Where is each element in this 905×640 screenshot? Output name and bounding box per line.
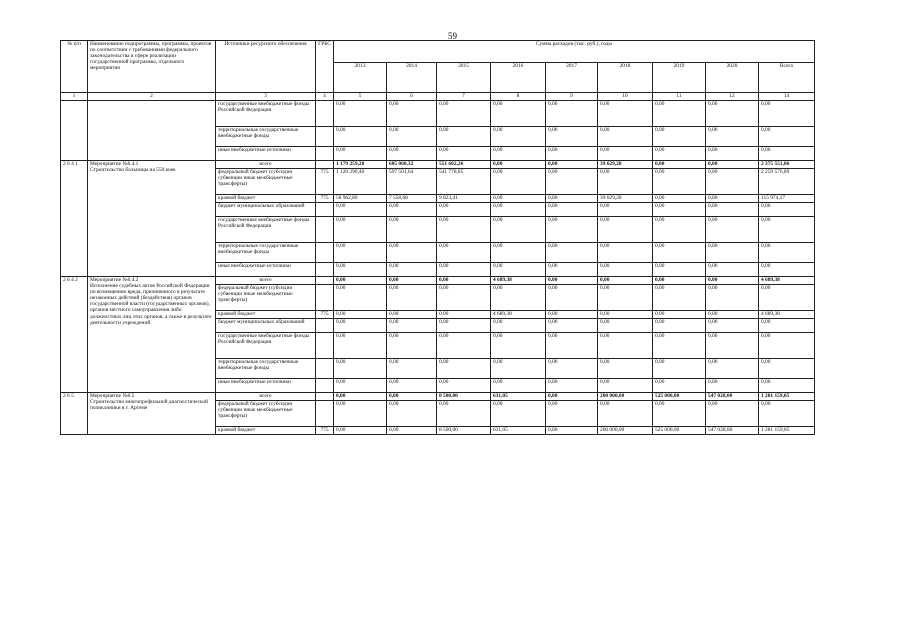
value-cell: 0,00 — [598, 333, 653, 359]
source-cell: всего — [216, 161, 316, 169]
value-cell: 0,00 — [334, 379, 387, 393]
value-cell: 0,00 — [706, 243, 759, 263]
grbs-cell — [316, 263, 334, 277]
value-cell: 0,00 — [759, 401, 815, 427]
value-cell: 0,00 — [546, 203, 598, 217]
value-cell: 0,00 — [437, 147, 491, 161]
value-cell: 0,00 — [546, 311, 598, 319]
value-cell: 0,00 — [653, 147, 706, 161]
value-cell: 0,00 — [334, 147, 387, 161]
value-cell: 0,00 — [491, 195, 546, 203]
grbs-cell — [316, 243, 334, 263]
value-cell: 0,00 — [653, 101, 706, 127]
source-cell: федеральный бюджет (субсидии субвенции иные межбюджетные трансферты) — [216, 169, 316, 195]
value-cell: 58 962,80 — [334, 195, 387, 203]
source-cell: федеральный бюджет (субсидии субвенции иные межбюджетные трансферты) — [216, 401, 316, 427]
value-cell: 0,00 — [759, 359, 815, 379]
grbs-cell — [316, 203, 334, 217]
value-cell: 0,00 — [334, 285, 387, 311]
value-cell: 0,00 — [334, 243, 387, 263]
value-cell: 0,00 — [387, 127, 437, 147]
value-cell: 0,00 — [491, 169, 546, 195]
source-cell: территориальные государственные внебюджетные фонды — [216, 359, 316, 379]
column-number: 10 — [598, 93, 653, 101]
value-cell: 0,00 — [387, 379, 437, 393]
column-number: 7 — [437, 93, 491, 101]
column-number: 2 — [88, 93, 216, 101]
source-cell: территориальные государственные внебюджетные фонды — [216, 127, 316, 147]
value-cell: 200 000,00 — [598, 427, 653, 435]
grbs-cell — [316, 379, 334, 393]
column-number: 8 — [491, 93, 546, 101]
value-cell: 0,00 — [706, 127, 759, 147]
value-cell: 597 501,64 — [387, 169, 437, 195]
year-header: 2020 — [706, 63, 759, 93]
value-cell: 0,00 — [546, 379, 598, 393]
year-header: 2018 — [598, 63, 653, 93]
value-cell: 0,00 — [598, 127, 653, 147]
value-cell: 1 281 159,05 — [759, 427, 815, 435]
expenditure-table — [60, 40, 815, 435]
value-cell: 547 028,00 — [706, 393, 759, 401]
source-cell: федеральный бюджет (субсидии субвенции иные межбюджетные трансферты) — [216, 285, 316, 311]
value-cell: 0,00 — [334, 359, 387, 379]
value-cell: 0,00 — [387, 147, 437, 161]
value-cell: 4 689,38 — [759, 277, 815, 285]
value-cell: 0,00 — [706, 333, 759, 359]
year-header: 2015 — [437, 63, 491, 93]
value-cell: 200 000,00 — [598, 393, 653, 401]
value-cell: 0,00 — [334, 203, 387, 217]
value-cell: 0,00 — [387, 277, 437, 285]
source-cell: территориальные государственные внебюджетные фонды — [216, 243, 316, 263]
value-cell: 0,00 — [491, 203, 546, 217]
value-cell: 0,00 — [437, 379, 491, 393]
column-number: 12 — [706, 93, 759, 101]
measure-name — [88, 161, 216, 277]
value-cell: 0,00 — [653, 333, 706, 359]
value-cell: 0,00 — [387, 203, 437, 217]
column-number: 6 — [387, 93, 437, 101]
value-cell: 39 629,28 — [598, 161, 653, 169]
value-cell: 0,00 — [387, 359, 437, 379]
source-cell: государственные внебюджетные фонды Российской Федерации — [216, 101, 316, 127]
source-cell: краевой бюджет — [216, 427, 316, 435]
value-cell: 0,00 — [491, 243, 546, 263]
value-cell: 0,00 — [653, 379, 706, 393]
value-cell: 0,00 — [546, 195, 598, 203]
value-cell: 0,00 — [759, 263, 815, 277]
grbs-cell — [316, 101, 334, 127]
value-cell: 4 689,38 — [491, 311, 546, 319]
table-row — [61, 393, 815, 401]
source-cell: краевой бюджет — [216, 311, 316, 319]
value-cell: 0,00 — [598, 285, 653, 311]
value-cell: 2 259 576,89 — [759, 169, 815, 195]
value-cell: 4 689,38 — [491, 277, 546, 285]
grbs-cell — [316, 277, 334, 285]
value-cell: 0,00 — [546, 169, 598, 195]
value-cell: 1 179 259,20 — [334, 161, 387, 169]
value-cell: 0,00 — [437, 203, 491, 217]
year-header: 2016 — [491, 63, 546, 93]
value-cell: 0,00 — [706, 101, 759, 127]
value-cell: 0,00 — [706, 169, 759, 195]
column-number: 14 — [759, 93, 815, 101]
grbs-cell — [316, 147, 334, 161]
value-cell: 0,00 — [546, 359, 598, 379]
grbs-cell: 775 — [316, 427, 334, 435]
value-cell: 0,00 — [437, 319, 491, 333]
value-cell: 0,00 — [653, 401, 706, 427]
value-cell: 541 778,85 — [437, 169, 491, 195]
header-grbs: ГРБС — [316, 41, 334, 93]
value-cell: 8 500,00 — [437, 427, 491, 435]
value-cell: 0,00 — [598, 379, 653, 393]
value-cell: 0,00 — [437, 311, 491, 319]
value-cell: 0,00 — [598, 203, 653, 217]
value-cell: 2 375 551,06 — [759, 161, 815, 169]
value-cell: 0,00 — [387, 393, 437, 401]
value-cell: 0,00 — [491, 161, 546, 169]
value-cell: 0,00 — [491, 319, 546, 333]
value-cell: 0,00 — [598, 277, 653, 285]
year-header: 2019 — [653, 63, 706, 93]
value-cell: 0,00 — [546, 333, 598, 359]
value-cell: 0,00 — [491, 359, 546, 379]
value-cell: 0,00 — [491, 263, 546, 277]
measure-title: Мероприятие №6.4.2 — [90, 277, 139, 283]
value-cell: 0,00 — [334, 101, 387, 127]
source-cell: государственные внебюджетные фонды Российской Федерации — [216, 217, 316, 243]
value-cell: 0,00 — [598, 263, 653, 277]
value-cell: 0,00 — [546, 285, 598, 311]
value-cell: 0,00 — [653, 161, 706, 169]
value-cell: 0,00 — [598, 311, 653, 319]
value-cell: 0,00 — [546, 147, 598, 161]
column-number: 5 — [334, 93, 387, 101]
value-cell: 7 558,68 — [387, 195, 437, 203]
measure-number: 2 6 4 2 — [61, 277, 88, 393]
value-cell: 0,00 — [546, 101, 598, 127]
value-cell: 0,00 — [437, 277, 491, 285]
value-cell: 551 602,26 — [437, 161, 491, 169]
value-cell: 0,00 — [546, 427, 598, 435]
grbs-cell — [316, 285, 334, 311]
value-cell: 0,00 — [387, 319, 437, 333]
value-cell: 0,00 — [546, 263, 598, 277]
value-cell: 0,00 — [334, 127, 387, 147]
value-cell: 0,00 — [437, 101, 491, 127]
grbs-cell — [316, 161, 334, 169]
value-cell: 0,00 — [653, 169, 706, 195]
value-cell: 0,00 — [653, 217, 706, 243]
value-cell: 0,00 — [706, 203, 759, 217]
table-row — [61, 161, 815, 169]
value-cell: 0,00 — [759, 285, 815, 311]
value-cell: 0,00 — [546, 127, 598, 147]
value-cell: 525 000,00 — [653, 393, 706, 401]
num-cell — [61, 101, 88, 161]
value-cell: 0,00 — [759, 379, 815, 393]
value-cell: 0,00 — [706, 217, 759, 243]
grbs-cell — [316, 319, 334, 333]
column-number: 9 — [546, 93, 598, 101]
value-cell: 0,00 — [387, 101, 437, 127]
value-cell: 0,00 — [334, 319, 387, 333]
measure-description: Исполнение судебных актов Российской Федерации по возмещению вреда, причиненного в результате незаконных действий (бездействия) органов государственной власти (государственных органов), органов местного самоуправления либо должностных лиц этих органов, а также в результате деятельности учреждений — [90, 283, 212, 326]
value-cell: 0,00 — [491, 217, 546, 243]
value-cell: 0,00 — [653, 319, 706, 333]
value-cell: 0,00 — [387, 311, 437, 319]
value-cell: 0,00 — [759, 217, 815, 243]
value-cell: 547 028,00 — [706, 427, 759, 435]
source-cell: бюджет муниципальных образований — [216, 203, 316, 217]
source-cell: иные внебюджетные источники — [216, 263, 316, 277]
value-cell: 0,00 — [598, 147, 653, 161]
header-sum: Сумма расходов (тыс. руб.), годы — [334, 41, 815, 63]
value-cell: 0,00 — [387, 333, 437, 359]
value-cell: 0,00 — [491, 285, 546, 311]
value-cell: 0,00 — [437, 401, 491, 427]
value-cell: 0,00 — [387, 401, 437, 427]
value-cell: 0,00 — [437, 243, 491, 263]
table-row — [61, 101, 815, 127]
page-number: 59 — [448, 31, 457, 41]
value-cell: 9 823,41 — [437, 195, 491, 203]
value-cell: 0,00 — [598, 101, 653, 127]
value-cell: 1 120 296,40 — [334, 169, 387, 195]
source-cell: краевой бюджет — [216, 195, 316, 203]
value-cell: 0,00 — [598, 169, 653, 195]
value-cell: 0,00 — [546, 319, 598, 333]
value-cell: 0,00 — [387, 427, 437, 435]
value-cell: 0,00 — [653, 263, 706, 277]
value-cell: 0,00 — [598, 217, 653, 243]
measure-name — [88, 277, 216, 393]
value-cell: 0,00 — [546, 217, 598, 243]
source-cell: государственные внебюджетные фонды Российской Федерации — [216, 333, 316, 359]
value-cell: 0,00 — [334, 333, 387, 359]
value-cell: 0,00 — [491, 401, 546, 427]
value-cell: 0,00 — [653, 243, 706, 263]
value-cell: 4 689,38 — [759, 311, 815, 319]
measure-title: Мероприятие №6.5 — [90, 393, 135, 399]
value-cell: 0,00 — [491, 333, 546, 359]
value-cell: 0,00 — [706, 263, 759, 277]
measure-description: Строительство больницы на 550 коек — [90, 167, 176, 174]
value-cell: 0,00 — [437, 285, 491, 311]
value-cell: 0,00 — [706, 285, 759, 311]
source-cell: бюджет муниципальных образований — [216, 319, 316, 333]
column-number: 11 — [653, 93, 706, 101]
value-cell: 0,00 — [759, 203, 815, 217]
value-cell: 0,00 — [437, 333, 491, 359]
value-cell: 0,00 — [706, 277, 759, 285]
value-cell: 605 060,32 — [387, 161, 437, 169]
value-cell: 0,00 — [706, 319, 759, 333]
grbs-cell: 775 — [316, 195, 334, 203]
value-cell: 0,00 — [759, 243, 815, 263]
value-cell: 0,00 — [546, 401, 598, 427]
value-cell: 0,00 — [334, 427, 387, 435]
value-cell: 0,00 — [706, 359, 759, 379]
value-cell: 0,00 — [437, 217, 491, 243]
source-cell: всего — [216, 393, 316, 401]
grbs-cell: 775 — [316, 169, 334, 195]
value-cell: 0,00 — [706, 379, 759, 393]
value-cell: 115 974,17 — [759, 195, 815, 203]
grbs-cell — [316, 359, 334, 379]
value-cell: 0,00 — [387, 243, 437, 263]
value-cell: 0,00 — [759, 333, 815, 359]
grbs-cell — [316, 393, 334, 401]
column-number: 4 — [316, 93, 334, 101]
value-cell: 39 629,28 — [598, 195, 653, 203]
value-cell: 0,00 — [706, 147, 759, 161]
year-header: 2014 — [387, 63, 437, 93]
grbs-cell: 775 — [316, 311, 334, 319]
measure-number: 2 6 4 1 — [61, 161, 88, 277]
value-cell: 0,00 — [387, 217, 437, 243]
value-cell: 525 000,00 — [653, 427, 706, 435]
header-source: Источники ресурсного обеспечения — [216, 41, 316, 93]
value-cell: 0,00 — [491, 101, 546, 127]
value-cell: 631,05 — [491, 427, 546, 435]
column-number: 1 — [61, 93, 88, 101]
year-header: 2013 — [334, 63, 387, 93]
value-cell: 0,00 — [334, 263, 387, 277]
grbs-cell — [316, 127, 334, 147]
header-name: Наименование подпрограммы, программы, проектов по соответствии с требованиями федерального законодательства в сфере реализации государственной программы, отдельного мероприятия — [88, 41, 216, 93]
value-cell: 0,00 — [491, 379, 546, 393]
measure-title: Мероприятие №6.4.1 — [90, 161, 139, 167]
source-cell: иные внебюджетные источники — [216, 147, 316, 161]
value-cell: 0,00 — [437, 127, 491, 147]
value-cell: 0,00 — [706, 311, 759, 319]
value-cell: 0,00 — [491, 147, 546, 161]
measure-description: Строительство многопрофильной диагностической поликлиники в г. Артеме — [90, 399, 208, 412]
value-cell: 0,00 — [546, 393, 598, 401]
grbs-cell — [316, 217, 334, 243]
year-header: 2017 — [546, 63, 598, 93]
value-cell: 0,00 — [653, 203, 706, 217]
measure-number: 2 6 5 — [61, 393, 88, 435]
value-cell: 0,00 — [387, 263, 437, 277]
grbs-cell — [316, 401, 334, 427]
value-cell: 1 281 159,05 — [759, 393, 815, 401]
source-cell: иные внебюджетные источники — [216, 379, 316, 393]
value-cell: 0,00 — [334, 311, 387, 319]
value-cell: 0,00 — [334, 401, 387, 427]
value-cell: 0,00 — [387, 285, 437, 311]
name-cell — [88, 101, 216, 161]
column-number: 3 — [216, 93, 316, 101]
value-cell: 0,00 — [546, 161, 598, 169]
value-cell: 0,00 — [546, 277, 598, 285]
value-cell: 0,00 — [334, 277, 387, 285]
value-cell: 0,00 — [437, 263, 491, 277]
value-cell: 0,00 — [653, 359, 706, 379]
table-row — [61, 277, 815, 285]
value-cell: 0,00 — [759, 319, 815, 333]
source-cell: всего — [216, 277, 316, 285]
value-cell: 0,00 — [598, 319, 653, 333]
value-cell: 0,00 — [706, 195, 759, 203]
value-cell: 0,00 — [759, 127, 815, 147]
value-cell: 0,00 — [598, 401, 653, 427]
year-header: Всего — [759, 63, 815, 93]
header-num: № п/п — [61, 41, 88, 93]
value-cell: 631,05 — [491, 393, 546, 401]
value-cell: 0,00 — [653, 195, 706, 203]
measure-name — [88, 393, 216, 435]
grbs-cell — [316, 333, 334, 359]
value-cell: 8 500,00 — [437, 393, 491, 401]
value-cell: 0,00 — [653, 277, 706, 285]
value-cell: 0,00 — [706, 401, 759, 427]
value-cell: 0,00 — [653, 285, 706, 311]
value-cell: 0,00 — [334, 393, 387, 401]
value-cell: 0,00 — [334, 217, 387, 243]
value-cell: 0,00 — [546, 243, 598, 263]
value-cell: 0,00 — [759, 147, 815, 161]
value-cell: 0,00 — [598, 359, 653, 379]
value-cell: 0,00 — [598, 243, 653, 263]
value-cell: 0,00 — [653, 311, 706, 319]
value-cell: 0,00 — [437, 359, 491, 379]
value-cell: 0,00 — [759, 101, 815, 127]
value-cell: 0,00 — [653, 127, 706, 147]
value-cell: 0,00 — [491, 127, 546, 147]
value-cell: 0,00 — [706, 161, 759, 169]
